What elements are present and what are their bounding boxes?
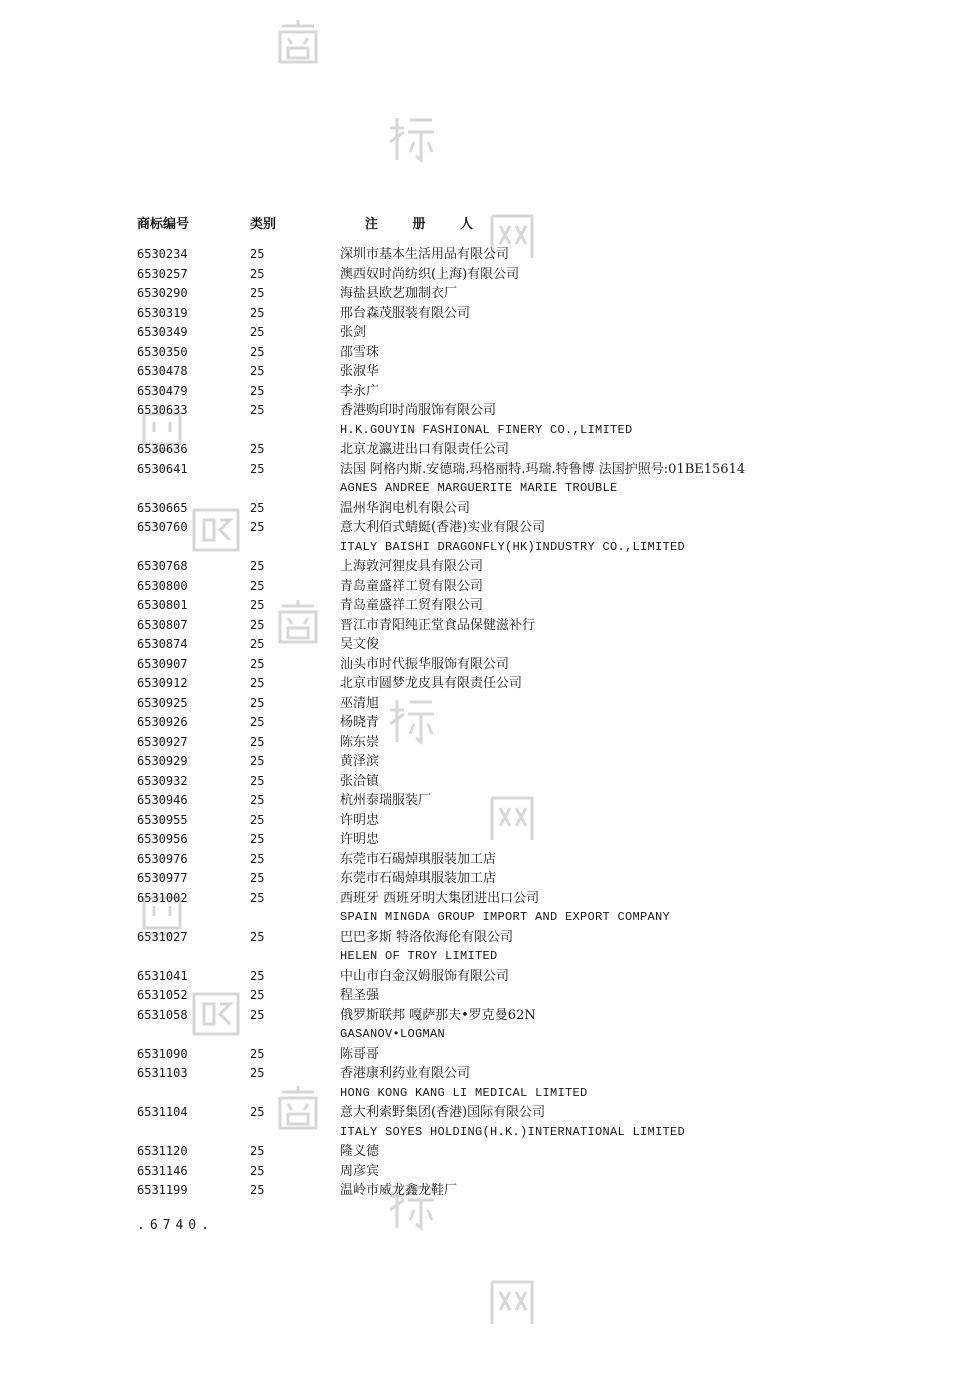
registrant-name: 隆义德 (340, 1144, 380, 1159)
trademark-number: 6531103 (137, 1066, 188, 1080)
registrant-cell (340, 362, 857, 382)
table-row (137, 713, 857, 733)
registrant-cell (340, 772, 857, 792)
registrant-cell (340, 499, 857, 519)
trademark-class: 25 (250, 286, 265, 300)
trademark-class: 25 (250, 890, 265, 905)
registrant-name: 黄泽滨 (340, 754, 380, 769)
trademark-number: 6530874 (137, 637, 188, 651)
registrant-name: 陈东崇 (340, 734, 380, 750)
trademark-number: 6530801 (137, 598, 188, 612)
trademark-class: 25 (250, 442, 265, 456)
registrant-name: 巴巴多斯 特洛依海伦有限公司 (340, 929, 514, 945)
trademark-number: 6530768 (137, 559, 188, 573)
table-row (137, 596, 857, 616)
trademark-class: 25 (250, 812, 265, 827)
trademark-class: 25 (250, 1105, 265, 1119)
registrant-name: 张剑 (340, 325, 367, 340)
trademark-list (137, 245, 857, 1201)
trademark-number: 6530927 (137, 734, 188, 749)
trademark-number: 6530633 (137, 403, 188, 417)
trademark-number: 6530319 (137, 305, 188, 320)
trademark-class: 25 (250, 871, 265, 885)
table-row (137, 440, 857, 460)
registrant-name: 香港购印时尚服饰有限公司 (340, 403, 497, 418)
trademark-number: 6530350 (137, 344, 188, 359)
table-row (137, 1045, 857, 1065)
trademark-class: 25 (250, 1163, 265, 1178)
registrant-cell (340, 440, 857, 460)
trademark-class: 25 (250, 715, 265, 729)
trademark-number: 6530955 (137, 812, 188, 827)
registrant-cell (340, 401, 857, 440)
trademark-number: 6531027 (137, 929, 188, 944)
table-row (137, 304, 857, 324)
registrant-cell (340, 1142, 857, 1162)
trademark-number: 6530946 (137, 793, 188, 807)
registrant-name: 温州华润电机有限公司 (340, 500, 471, 516)
registrant-name: 意大利佰式蜻蜓(香港)实业有限公司 (340, 520, 546, 535)
trademark-number: 6530478 (137, 364, 188, 378)
table-row (137, 382, 857, 402)
registrant-cell (340, 811, 857, 831)
registrant-name: 北京市圆梦龙皮具有限责任公司 (340, 676, 523, 691)
trademark-number: 6530929 (137, 754, 188, 768)
table-row (137, 499, 857, 519)
trademark-class: 25 (250, 383, 265, 398)
registrant-cell (340, 577, 857, 597)
trademark-number: 6530926 (137, 715, 188, 729)
registrant-name: 张洽镇 (340, 773, 380, 789)
registrant-cell (340, 869, 857, 889)
registrant-cell (340, 791, 857, 811)
registrant-cell (340, 616, 857, 636)
table-row (137, 1064, 857, 1103)
table-row (137, 1162, 857, 1182)
registrant-name: 青岛童盛祥工贸有限公司 (340, 598, 484, 613)
registrant-cell (340, 323, 857, 343)
trademark-class: 25 (250, 461, 265, 476)
table-row (137, 1103, 857, 1142)
registrant-name: 意大利索野集团(香港)国际有限公司 (340, 1105, 546, 1120)
trademark-class: 25 (250, 754, 265, 768)
registrant-name-en: ITALY SOYES HOLDING(H.K.)INTERNATIONAL LIMITED (340, 1124, 686, 1139)
registrant-cell (340, 1045, 857, 1065)
registrant-cell (340, 928, 857, 967)
trademark-class: 25 (250, 403, 265, 417)
registrant-cell (340, 674, 857, 694)
registrant-cell (340, 986, 857, 1006)
table-row (137, 850, 857, 870)
table-row (137, 791, 857, 811)
table-row (137, 284, 857, 304)
trademark-class: 25 (250, 325, 265, 339)
trademark-class: 25 (250, 1144, 265, 1158)
trademark-number: 6531146 (137, 1163, 188, 1178)
table-row (137, 557, 857, 577)
table-row (137, 1006, 857, 1045)
registrant-cell (340, 1162, 857, 1182)
registrant-name: 上海敦河狸皮具有限公司 (340, 559, 484, 574)
table-row (137, 323, 857, 343)
trademark-class: 25 (250, 676, 265, 690)
registrant-name-en: SPAIN MINGDA GROUP IMPORT AND EXPORT COMPANY (340, 910, 671, 924)
registrant-cell (340, 1064, 857, 1103)
registrant-name: 陈哥哥 (340, 1046, 380, 1062)
trademark-number: 6530290 (137, 286, 188, 300)
registrant-name: 香港康利药业有限公司 (340, 1066, 471, 1081)
trademark-class: 25 (250, 637, 265, 651)
table-row (137, 830, 857, 850)
registrant-name: 东莞市石碣焯琪服装加工店 (340, 851, 497, 867)
registrant-name: 邢台森茂服装有限公司 (340, 305, 471, 321)
trademark-class: 25 (250, 1183, 265, 1197)
table-row (137, 362, 857, 382)
table-row (137, 694, 857, 714)
table-row (137, 1142, 857, 1162)
trademark-class: 25 (250, 929, 265, 944)
registrant-name: 青岛童盛祥工贸有限公司 (340, 578, 484, 594)
table-row (137, 635, 857, 655)
registrant-name-en: AGNES ANDREE MARGUERITE MARIE TROUBLE (340, 481, 618, 495)
registrant-cell (340, 1103, 857, 1142)
registrant-cell (340, 733, 857, 753)
table-row (137, 518, 857, 557)
registrant-name: 杨晓青 (340, 715, 380, 730)
table-row (137, 1181, 857, 1201)
trademark-number: 6530807 (137, 617, 188, 632)
registrant-name: 邵雪珠 (340, 344, 380, 360)
trademark-class: 25 (250, 617, 265, 632)
registrant-cell (340, 460, 857, 499)
trademark-number: 6530912 (137, 676, 188, 690)
registrant-name: 巫清旭 (340, 695, 380, 711)
trademark-number: 6531041 (137, 968, 188, 983)
trademark-number: 6530760 (137, 520, 188, 534)
registrant-cell (340, 635, 857, 655)
table-row (137, 869, 857, 889)
trademark-number: 6530641 (137, 461, 188, 476)
registrant-name: 东莞市石碣焯琪服装加工店 (340, 871, 497, 886)
trademark-number: 6530932 (137, 773, 188, 788)
header-trademark-number: 商标编号 (137, 217, 190, 232)
registrant-cell (340, 967, 857, 987)
header-registrant: 注 册 人 (365, 217, 489, 232)
registrant-cell (340, 382, 857, 402)
trademark-number: 6531120 (137, 1144, 188, 1158)
registrant-cell (340, 889, 857, 928)
trademark-class: 25 (250, 793, 265, 807)
trademark-number: 6531090 (137, 1046, 188, 1061)
registrant-cell (340, 1181, 857, 1201)
trademark-class: 25 (250, 773, 265, 788)
registrant-name: 澳西奴时尚纺织(上海)有限公司 (340, 266, 520, 282)
registrant-name: 吴文俊 (340, 637, 380, 652)
registrant-cell (340, 518, 857, 557)
registrant-name: 西班牙 西班牙明大集团进出口公司 (340, 890, 540, 906)
table-row (137, 577, 857, 597)
trademark-class: 25 (250, 851, 265, 866)
trademark-class: 25 (250, 1066, 265, 1080)
trademark-number: 6530636 (137, 442, 188, 456)
registrant-name: 法国 阿格内斯.安德瑞.玛格丽特.玛瑞.特鲁博 法国护照号:01BE15614 (340, 461, 746, 477)
trademark-class: 25 (250, 734, 265, 749)
registrant-name: 汕头市时代振华服饰有限公司 (340, 656, 510, 672)
registrant-name: 周彦宾 (340, 1163, 380, 1179)
registrant-cell (340, 1006, 857, 1045)
table-row (137, 967, 857, 987)
registrant-cell (340, 596, 857, 616)
trademark-class: 25 (250, 364, 265, 378)
trademark-number: 6530925 (137, 695, 188, 710)
registrant-name: 杭州泰瑞服装厂 (340, 793, 432, 808)
table-row (137, 889, 857, 928)
registrant-cell (340, 557, 857, 577)
table-row (137, 655, 857, 675)
trademark-class: 25 (250, 520, 265, 534)
registrant-name: 俄罗斯联邦 嘎萨那夫•罗克曼62N (340, 1007, 536, 1023)
trademark-class: 25 (250, 988, 265, 1002)
trademark-number: 6531052 (137, 988, 188, 1002)
trademark-number: 6530234 (137, 247, 188, 261)
registrant-name: 程圣强 (340, 988, 380, 1003)
table-row (137, 811, 857, 831)
trademark-class: 25 (250, 500, 265, 515)
wang-watermark-icon (486, 1276, 538, 1328)
registrant-cell (340, 284, 857, 304)
trademark-class: 25 (250, 598, 265, 612)
trademark-class: 25 (250, 344, 265, 359)
registrant-name: 北京龙瀛进出口有限责任公司 (340, 442, 510, 457)
trademark-class: 25 (250, 266, 265, 281)
trademark-number: 6531058 (137, 1007, 188, 1022)
registrant-cell (340, 752, 857, 772)
trademark-number: 6531104 (137, 1105, 188, 1119)
table-row (137, 986, 857, 1006)
registrant-cell (340, 655, 857, 675)
trademark-class: 25 (250, 1007, 265, 1022)
registrant-name: 许明忠 (340, 812, 380, 828)
table-row (137, 928, 857, 967)
table-row (137, 460, 857, 499)
registrant-name: 张淑华 (340, 364, 380, 379)
registrant-cell (340, 694, 857, 714)
registrant-name: 许明忠 (340, 832, 380, 847)
trademark-number: 6530907 (137, 656, 188, 671)
registrant-name-en: HONG KONG KANG LI MEDICAL LIMITED (340, 1085, 588, 1100)
registrant-cell (340, 304, 857, 324)
registrant-name: 晋江市青阳纯正堂食品保健滋补行 (340, 617, 536, 633)
trademark-number: 6530479 (137, 383, 188, 398)
trademark-number: 6530257 (137, 266, 188, 281)
trademark-number: 6530665 (137, 500, 188, 515)
registrant-name-en: HELEN OF TROY LIMITED (340, 949, 498, 963)
registrant-name: 中山市白金汉姆服饰有限公司 (340, 968, 510, 984)
trademark-class: 25 (250, 656, 265, 671)
registrant-cell (340, 343, 857, 363)
registrant-name: 深圳市基本生活用品有限公司 (340, 247, 510, 262)
trademark-class: 25 (250, 247, 265, 261)
trademark-class: 25 (250, 578, 265, 593)
table-row (137, 245, 857, 265)
registrant-cell (340, 850, 857, 870)
trademark-number: 6530800 (137, 578, 188, 593)
registrant-name-en: GASANOV•LOGMAN (340, 1027, 446, 1041)
page-number: .6740. (137, 1218, 214, 1233)
trademark-number: 6531199 (137, 1183, 188, 1197)
biao-watermark-icon (386, 112, 438, 164)
header-class: 类别 (250, 217, 277, 232)
registrant-cell (340, 713, 857, 733)
trademark-class: 25 (250, 695, 265, 710)
registrant-cell (340, 830, 857, 850)
trademark-number: 6530976 (137, 851, 188, 866)
trademark-number: 6530977 (137, 871, 188, 885)
registrant-name: 李永广 (340, 383, 380, 399)
table-row (137, 752, 857, 772)
registrant-cell (340, 265, 857, 285)
trademark-class: 25 (250, 968, 265, 983)
table-row (137, 772, 857, 792)
trademark-number: 6531002 (137, 890, 188, 905)
registrant-name: 温岭市威龙鑫龙鞋厂 (340, 1183, 458, 1198)
trademark-class: 25 (250, 1046, 265, 1061)
table-row (137, 616, 857, 636)
table-row (137, 674, 857, 694)
trademark-class: 25 (250, 832, 265, 846)
trademark-number: 6530956 (137, 832, 188, 846)
registrant-name-en: H.K.GOUYIN FASHIONAL FINERY CO.,LIMITED (340, 422, 633, 437)
table-row (137, 401, 857, 440)
trademark-number: 6530349 (137, 325, 188, 339)
trademark-class: 25 (250, 305, 265, 320)
trademark-class: 25 (250, 559, 265, 573)
table-row (137, 733, 857, 753)
table-row (137, 265, 857, 285)
shang-watermark-icon (272, 16, 324, 68)
registrant-name: 海盐县欧艺珈制衣厂 (340, 286, 458, 301)
table-row (137, 343, 857, 363)
registrant-cell (340, 245, 857, 265)
registrant-name-en: ITALY BAISHI DRAGONFLY(HK)INDUSTRY CO.,LIMITED (340, 539, 686, 554)
